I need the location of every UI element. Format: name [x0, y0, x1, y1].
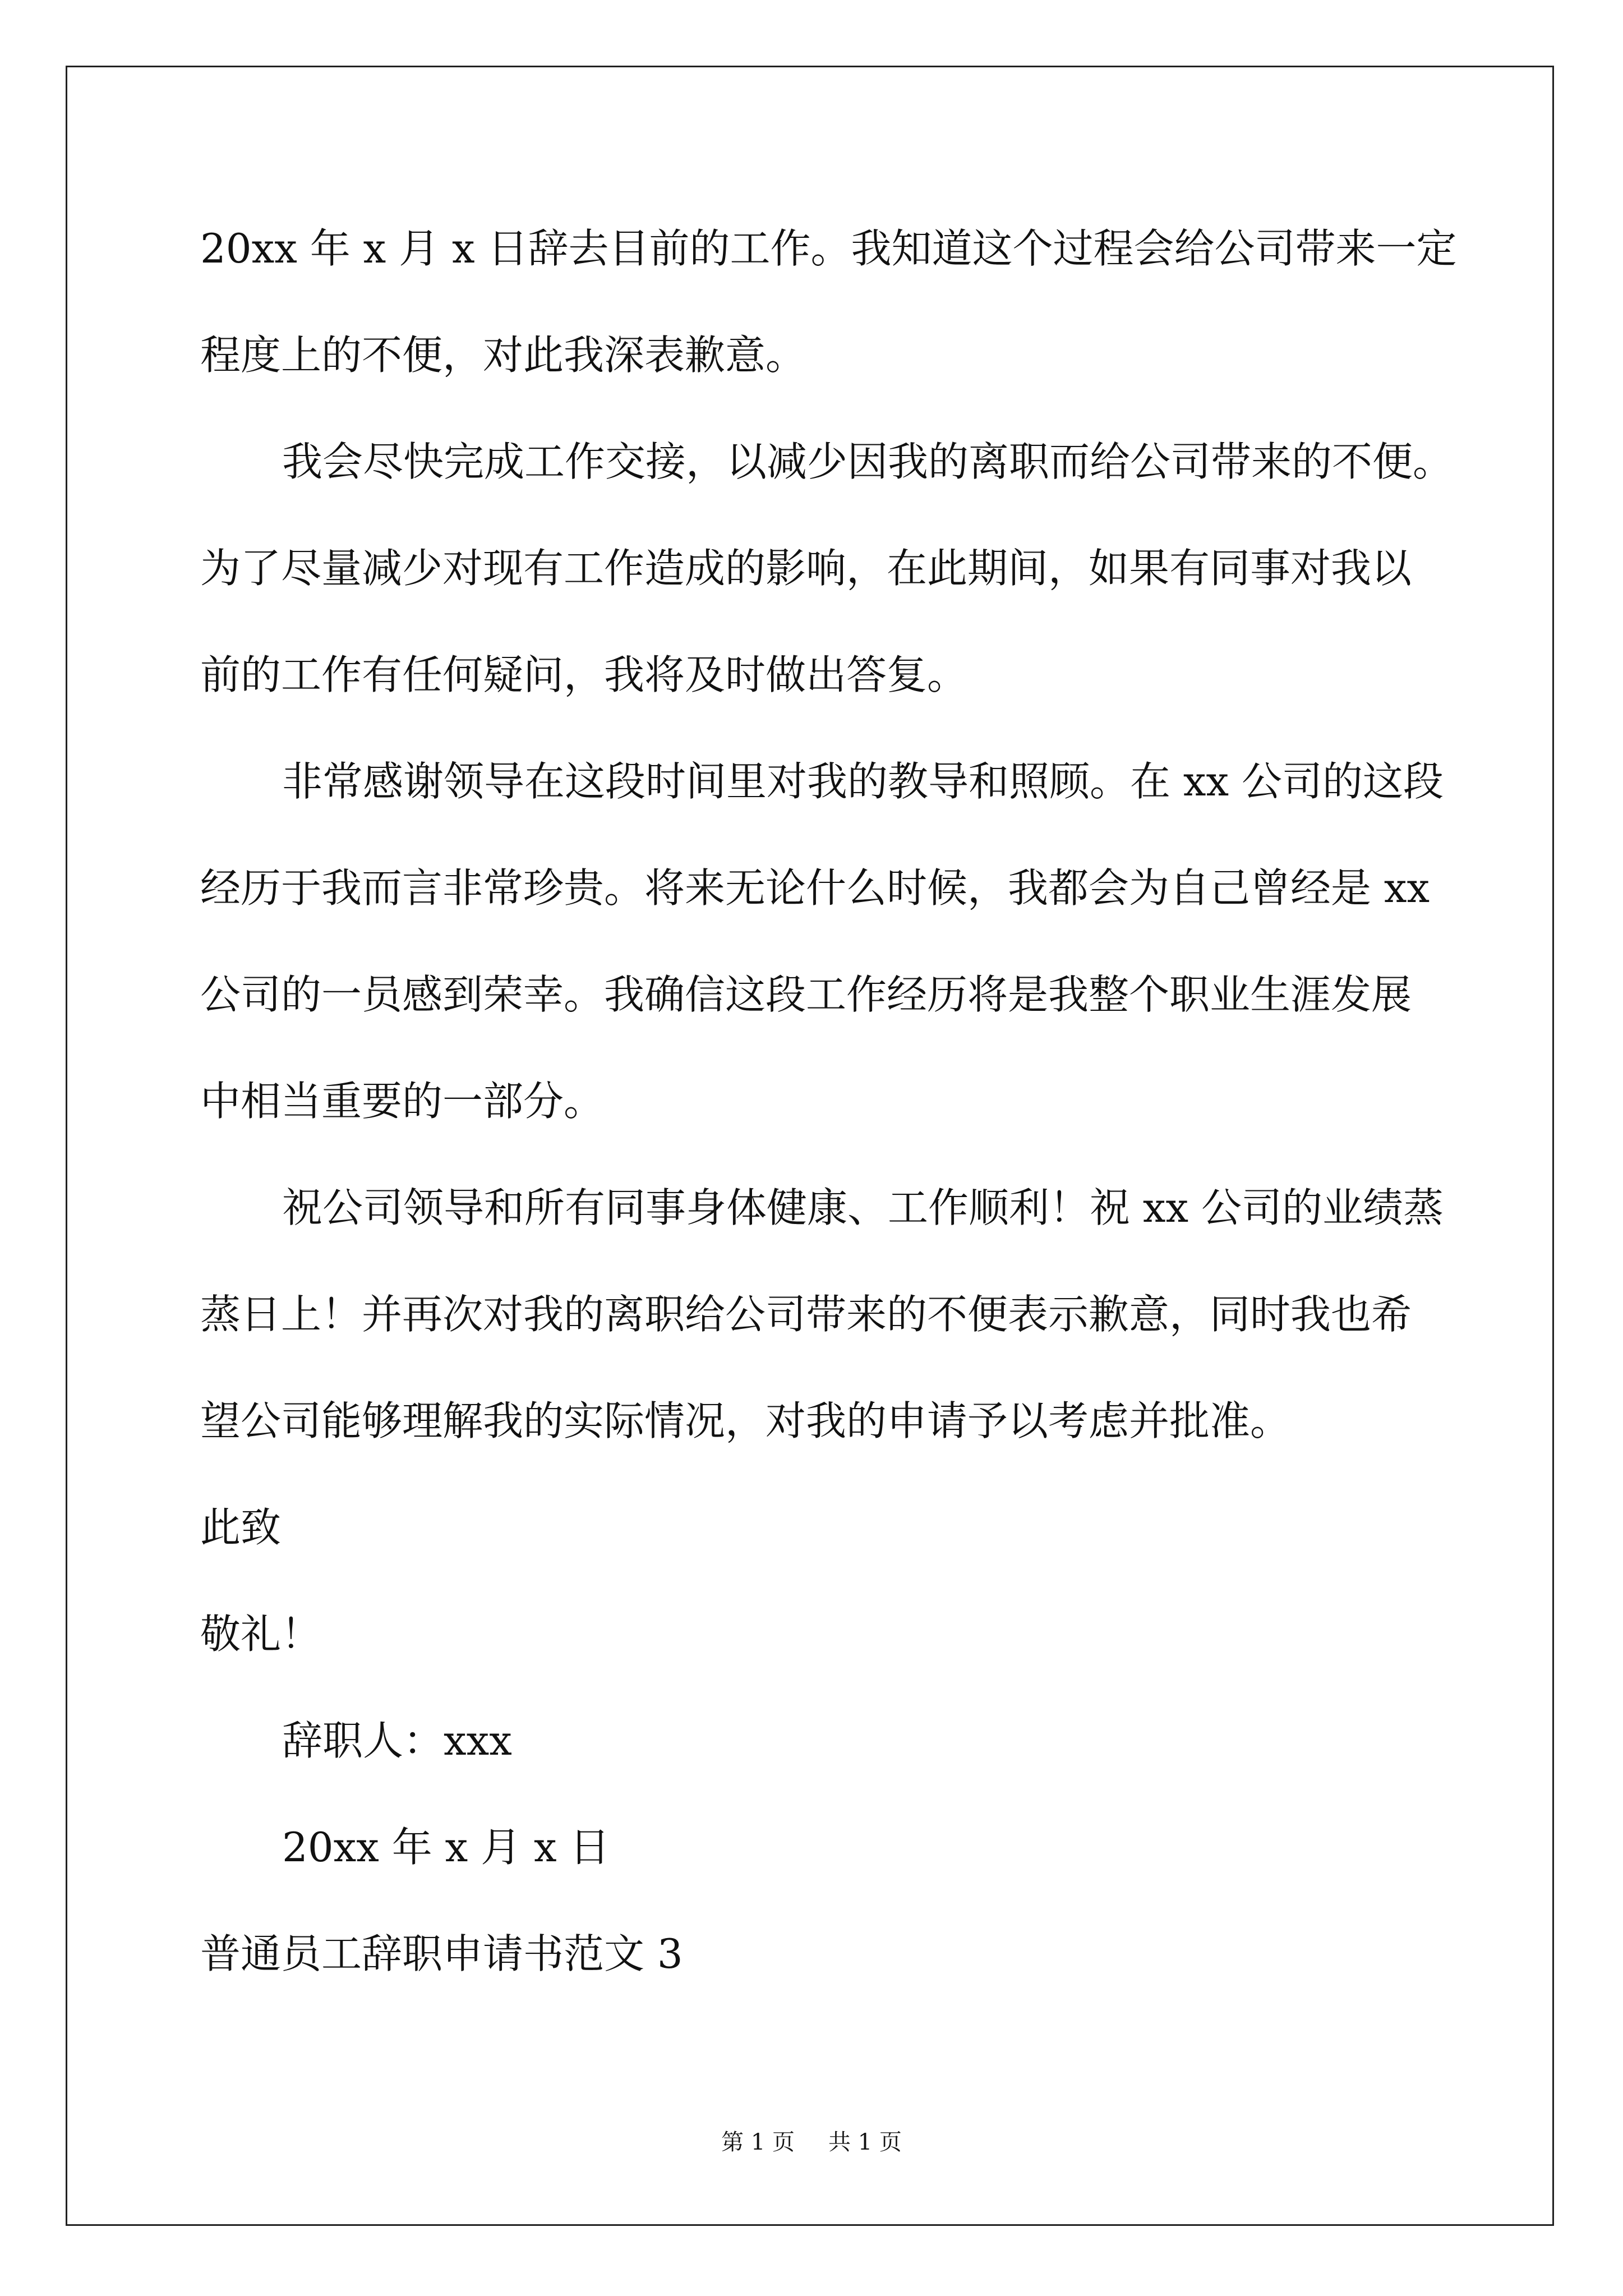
- body-line: 20xx 年 x 月 x 日辞去目前的工作。我知道这个过程会给公司带来一定: [200, 225, 1457, 272]
- body-line: 蒸日上！并再次对我的离职给公司带来的不便表示歉意，同时我也希: [200, 1291, 1412, 1338]
- paragraph: [200, 1154, 1490, 1474]
- salutation-text: 敬礼！: [200, 1611, 322, 1658]
- paragraph: [200, 728, 1490, 1154]
- body-line: 祝公司领导和所有同事身体健康、工作顺利！祝 xx 公司的业绩蒸: [282, 1184, 1444, 1231]
- page-number-current: 第 1 页: [721, 2129, 795, 2155]
- body-line: 望公司能够理解我的实际情况，对我的申请予以考虑并批准。: [200, 1397, 1291, 1444]
- body-line: 我会尽快完成工作交接，以减少因我的离职而给公司带来的不便。: [282, 438, 1454, 485]
- body-line: 程度上的不便，对此我深表歉意。: [200, 332, 806, 379]
- closing-text: 此致: [200, 1504, 282, 1551]
- body-line: 非常感谢领导在这段时间里对我的教导和照顾。在 xx 公司的这段: [282, 758, 1444, 805]
- page-number-total: 共 1 页: [828, 2129, 902, 2155]
- body-line: 为了尽量减少对现有工作造成的影响，在此期间，如果有同事对我以: [200, 545, 1412, 592]
- signature-line: 辞职人：xxx: [282, 1717, 512, 1764]
- date-line: 20xx 年 x 月 x 日: [282, 1824, 610, 1871]
- paragraph: [200, 195, 1490, 408]
- letter-body: [200, 195, 1490, 2007]
- body-line: 经历于我而言非常珍贵。将来无论什么时候，我都会为自己曾经是 xx: [200, 864, 1430, 912]
- paragraph: [200, 408, 1490, 728]
- body-line: 公司的一员感到荣幸。我确信这段工作经历将是我整个职业生涯发展: [200, 971, 1412, 1018]
- body-line: 前的工作有任何疑问，我将及时做出答复。: [200, 651, 968, 698]
- section-heading: 普通员工辞职申请书范文 3: [200, 1930, 683, 1977]
- body-line: 中相当重要的一部分。: [200, 1078, 605, 1125]
- page-footer: [0, 2128, 1623, 2156]
